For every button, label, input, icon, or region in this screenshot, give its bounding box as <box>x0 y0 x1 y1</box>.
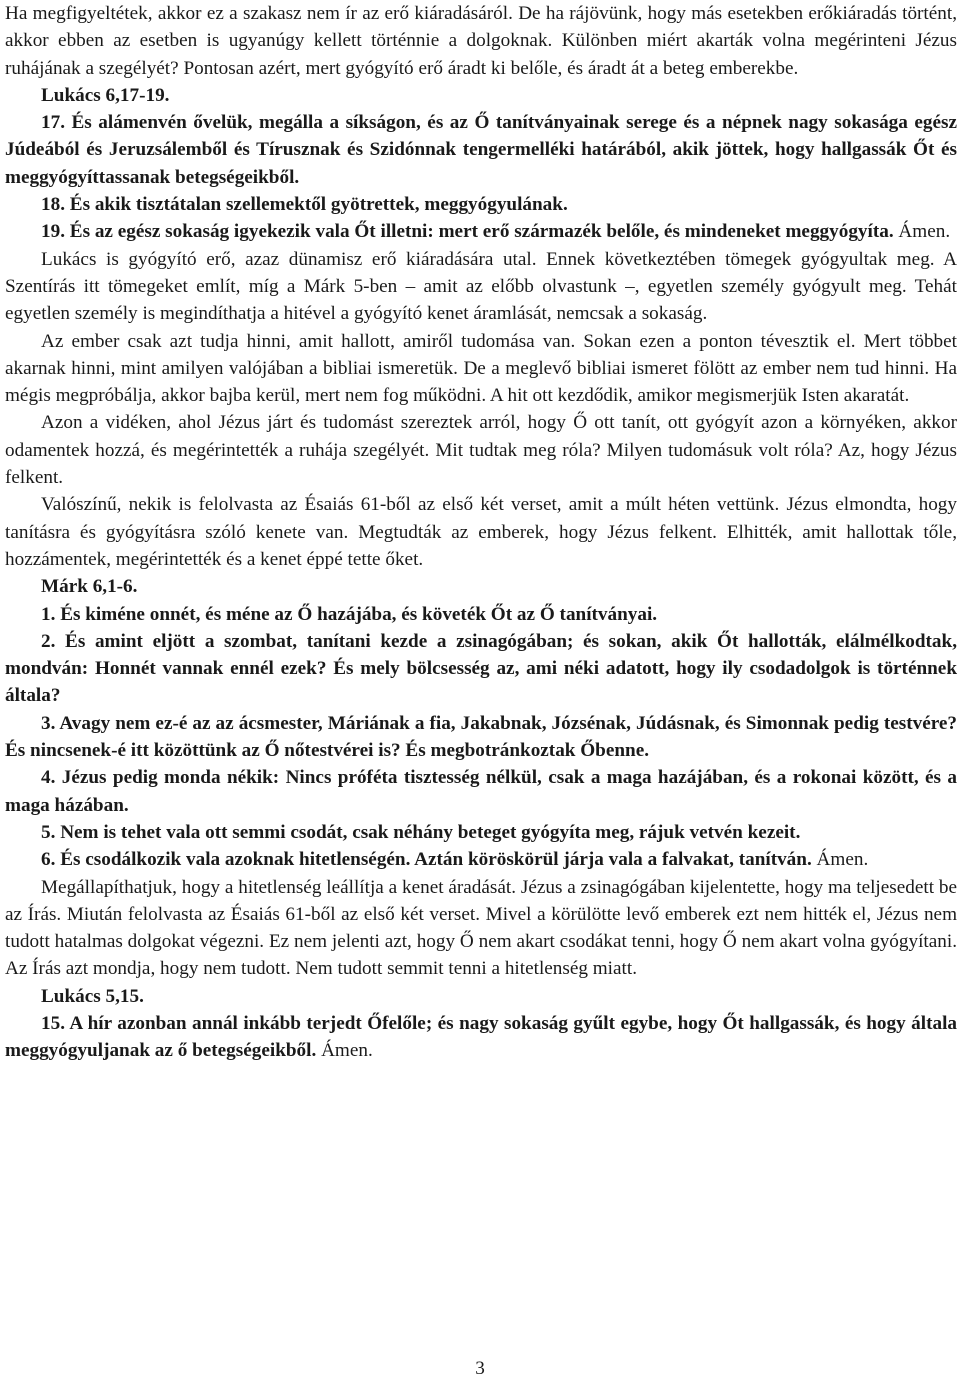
verse <box>5 218 957 245</box>
verse <box>5 764 957 819</box>
verse-text: 2. És amint eljött a szombat, tanítani kezde a zsinagógában; és sokan, akik Őt hallották, elálmélkodtak, mondván: Honnét vannak ennél ezek? És mely bölcsesség az, ami néki adatott, hogy ily csodadolgok is történnek általa? <box>5 630 957 707</box>
verse-text: 3. Avagy nem ez-é az az ácsmester, Máriának a fia, Jakabnak, Józsénak, Júdásnak, és Simonnak pedig testvére? És nincsenek-é itt közöttünk az Ő nőtestvérei is? És megbotránkoztak Őbenne. <box>5 712 957 762</box>
scripture-reference: Márk 6,1-6. <box>41 576 138 598</box>
document-page <box>5 0 957 1065</box>
body-paragraph: Ha megfigyeltétek, akkor ez a szakasz nem ír az erő kiáradásáról. De ha rájövünk, hogy más esetekben erőkiáradás történt, akkor ebben az esetben is ugyanúgy kellett történnie a dolgoknak. Különben miért akarták volna megérinteni Jézus ruhájának a szegélyét? Pontosan azért, mert gyógyító erő áradt ki belőle, és áradt át a beteg emberekbe. <box>5 3 957 79</box>
body-paragraph: Az ember csak azt tudja hinni, amit hallott, amiről tudomása van. Sokan ezen a ponton tévesztik el. Mert többet akarnak hinni, mint amilyen valójában a bibliai ismeretük. De a meglevő bibliai ismeret fölött az ember nem tud hinni. Ha mégis megpróbálja, akkor bajba kerül, mert nem fog működni. A hit ott kezdődik, amikor megismerjük Isten akaratát. <box>5 330 957 407</box>
verse-text: 15. A hír azonban annál inkább terjedt Őfelőle; és nagy sokaság gyűlt egybe, hogy Őt hallgassák, és hogy általa meggyógyuljanak az ő betegségeikből. <box>5 1012 957 1062</box>
verse <box>5 109 957 191</box>
verse <box>5 601 957 628</box>
verse <box>5 819 957 846</box>
verse-text: 19. És az egész sokaság igyekezik vala Őt illetni: mert erő származék belőle, és mindeneket meggyógyíta. <box>41 221 894 243</box>
body-paragraph: Lukács is gyógyító erő, azaz dünamisz erő kiáradására utal. Ennek következtében tömegek gyógyultak meg. A Szentírás itt tömegeket említ, míg a Márk 5-ben – amit az előbb olvastunk –, egyetlen személy gyógyult meg. Tehát egyetlen személy is megindíthatja a hitével a gyógyító kenet áramlását, nemcsak a sokaság. <box>5 248 957 325</box>
body-paragraph: Azon a vidéken, ahol Jézus járt és tudomást szereztek arról, hogy Ő ott tanít, ott gyógyít azon a környéken, akkor odamentek hozzá, és megérintették a ruhája szegélyét. Mit tudtak meg róla? Milyen tudomásuk volt róla? Az, hogy Jézus felkent. <box>5 412 957 489</box>
verse-text: 17. És alámenvén ővelük, megálla a síkságon, és az Ő tanítványainak serege és a népnek nagy sokasága egész Júdeából és Jeruzsálemből és Tírusznak és Szidónnak tengermelléki határából, akik jöttek, hogy hallgassák Őt és meggyógyíttassanak betegségeikből. <box>5 112 957 188</box>
verse <box>5 710 957 765</box>
verse-text: 6. És csodálkozik vala azoknak hitetlenségén. Aztán köröskörül járja vala a falvakat, tanítván. <box>41 849 812 871</box>
verse-amen: Ámen. <box>893 221 951 243</box>
verse-text: 18. És akik tisztátalan szellemektől gyötrettek, meggyógyulának. <box>41 194 568 216</box>
verse-text: 5. Nem is tehet vala ott semmi csodát, csak néhány beteget gyógyíta meg, rájuk vetvén kezeit. <box>41 821 801 843</box>
verse-amen: Ámen. <box>316 1040 373 1062</box>
verse <box>5 846 957 873</box>
scripture-reference: Lukács 6,17-19. <box>41 84 170 106</box>
body-paragraph: Valószínű, nekik is felolvasta az Ésaiás 61-ből az első két verset, amit a múlt héten vettünk. Jézus elmondta, hogy tanításra és gyógyításra szóló kenete van. Megtudták az emberek, hogy Jézus felkent. Elhitték, amit hallottak tőle, hozzámentek, megérintették és a kenet éppé tette őket. <box>5 494 957 570</box>
verse-text: 4. Jézus pedig monda nékik: Nincs próféta tisztesség nélkül, csak a maga hazájában, és a rokonai között, és a maga házában. <box>5 767 957 816</box>
verse-text: 1. És kiméne onnét, és méne az Ő hazájába, és követék Őt az Ő tanítványai. <box>41 603 658 625</box>
verse-amen: Ámen. <box>811 849 869 871</box>
scripture-reference: Lukács 5,15. <box>41 985 144 1007</box>
page-number: 3 <box>475 1358 485 1379</box>
verse <box>5 628 957 710</box>
verse <box>5 1010 957 1065</box>
body-paragraph: Megállapíthatjuk, hogy a hitetlenség leállítja a kenet áradását. Jézus a zsinagógában kijelentette, hogy ma teljesedett be az Írás. Miután felolvasta az Ésaiás 61-ből az első két verset. Mivel a körülötte levő emberek ezt nem hitték el, Jézus nem tudott hatalmas dolgokat végezni. Ez nem jelenti azt, hogy Ő nem akart csodákat tenni, hogy Ő nem akart volna gyógyítani. Az Írás azt mondja, hogy nem tudott. Nem tudott semmit tenni a hitetlenség miatt. <box>5 876 957 980</box>
verse <box>5 191 957 218</box>
